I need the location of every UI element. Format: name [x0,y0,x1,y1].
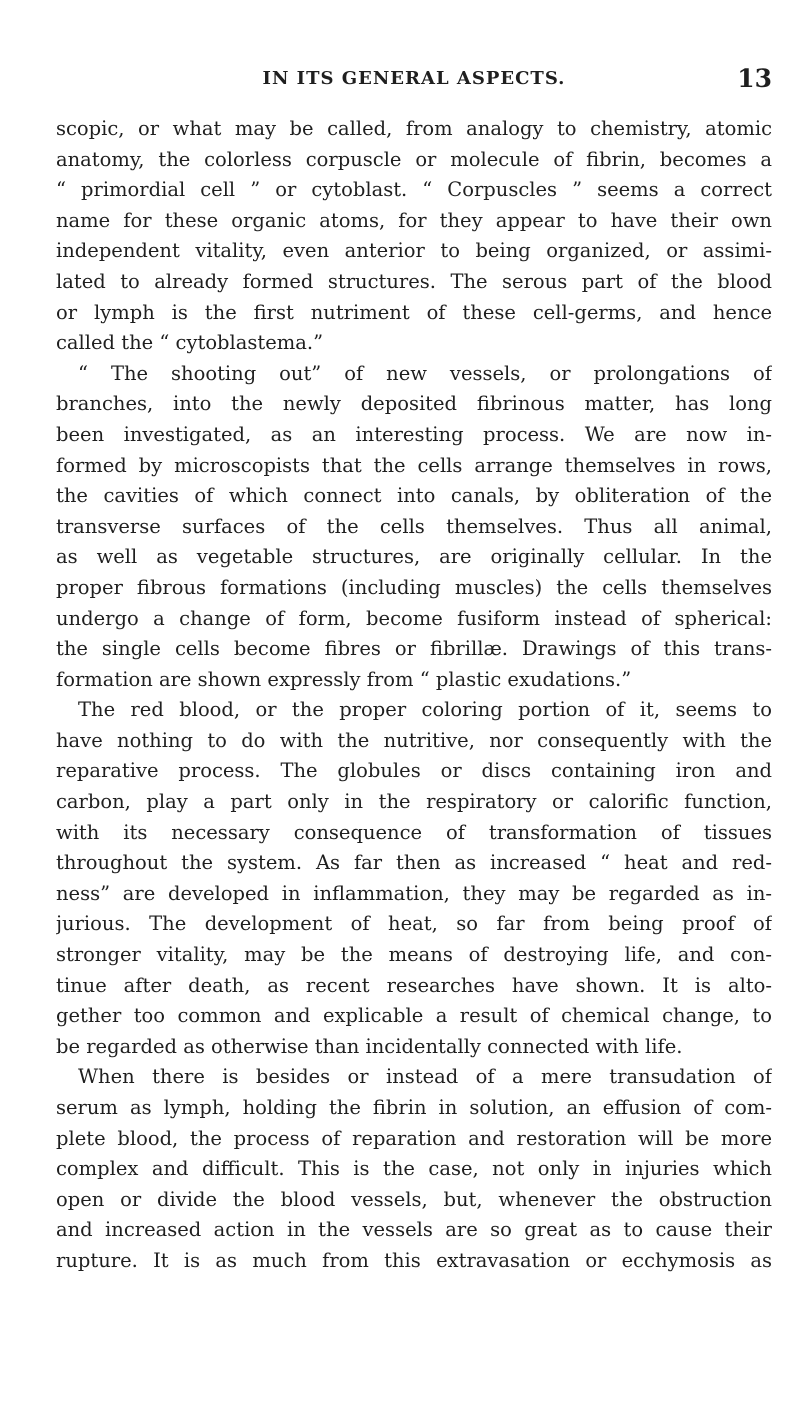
text-line: scopic, or what may be called, from analogy to chemistry, atomic [56,117,772,140]
text-line: tinue after death, as recent researches have shown. It is alto- [56,973,772,997]
text-line: formation are shown expressly from “ plastic exudations.” [56,667,632,691]
text-line: been investigated, as an interesting process. We are now in- [56,422,772,446]
text-line: formed by microscopists that the cells arrange themselves in rows, [56,453,772,477]
text-line: with its necessary consequence of transformation of tissues [56,820,772,844]
text-line: The red blood, or the proper coloring portion of it, seems to [78,698,772,722]
text-line: name for these organic atoms, for they appear to have their own [56,208,772,232]
body-text [56,114,772,1277]
text-line: stronger vitality, may be the means of destroying life, and con- [56,943,772,967]
text-line: anatomy, the colorless corpuscle or molecule of fibrin, becomes a [56,147,772,171]
text-line: transverse surfaces of the cells themselves. Thus all animal, [56,514,772,538]
text-line: reparative process. The globules or discs containing iron and [56,759,772,783]
text-line: jurious. The development of heat, so far from being proof of [56,912,772,936]
text-line: the cavities of which connect into canals, by obliteration of the [56,484,772,508]
text-line: ness” are developed in inflammation, they may be regarded as in- [56,881,772,905]
text-line: called the “ cytoblastema.” [56,331,324,355]
text-line: “ primordial cell ” or cytoblast. “ Corpuscles ” seems a correct [56,178,772,202]
text-line: undergo a change of form, become fusiform instead of spherical: [56,606,772,630]
text-line: independent vitality, even anterior to being organized, or assimi- [56,239,772,263]
text-line: or lymph is the first nutriment of these cell-germs, and hence [56,300,772,324]
text-line: as well as vegetable structures, are originally cellular. In the [56,545,772,569]
running-title: IN ITS GENERAL ASPECTS. [262,68,566,89]
text-line: “ The shooting out” of new vessels, or prolongations of [78,361,772,385]
text-line: rupture. It is as much from this extravasation or ecchymosis as [56,1248,772,1272]
text-line: and increased action in the vessels are so great as to cause their [56,1218,772,1242]
text-line: have nothing to do with the nutritive, nor consequently with the [56,728,772,752]
text-line: the single cells become fibres or fibrillæ. Drawings of this trans- [56,637,772,661]
text-line: gether too common and explicable a result of chemical change, to [56,1004,772,1028]
text-line: carbon, play a part only in the respiratory or calorific function, [56,790,772,814]
text-line: plete blood, the process of reparation and restoration will be more [56,1126,772,1150]
text-line: serum as lymph, holding the fibrin in solution, an effusion of com- [56,1096,772,1119]
text-line: complex and difficult. This is the case, not only in injuries which [56,1157,772,1181]
text-line: open or divide the blood vessels, but, whenever the obstruction [56,1187,772,1211]
text-line: branches, into the newly deposited fibrinous matter, has long [56,392,772,416]
text-line: When there is besides or instead of a mere transudation of [78,1065,772,1089]
text-line: proper fibrous formations (including muscles) the cells themselves [56,575,772,599]
running-head [56,64,772,98]
text-line: throughout the system. As far then as increased “ heat and red- [56,851,772,875]
page-number: 13 [737,64,772,93]
text-line: lated to already formed structures. The serous part of the blood [56,269,772,293]
text-line: be regarded as otherwise than incidentally connected with life. [56,1034,683,1058]
